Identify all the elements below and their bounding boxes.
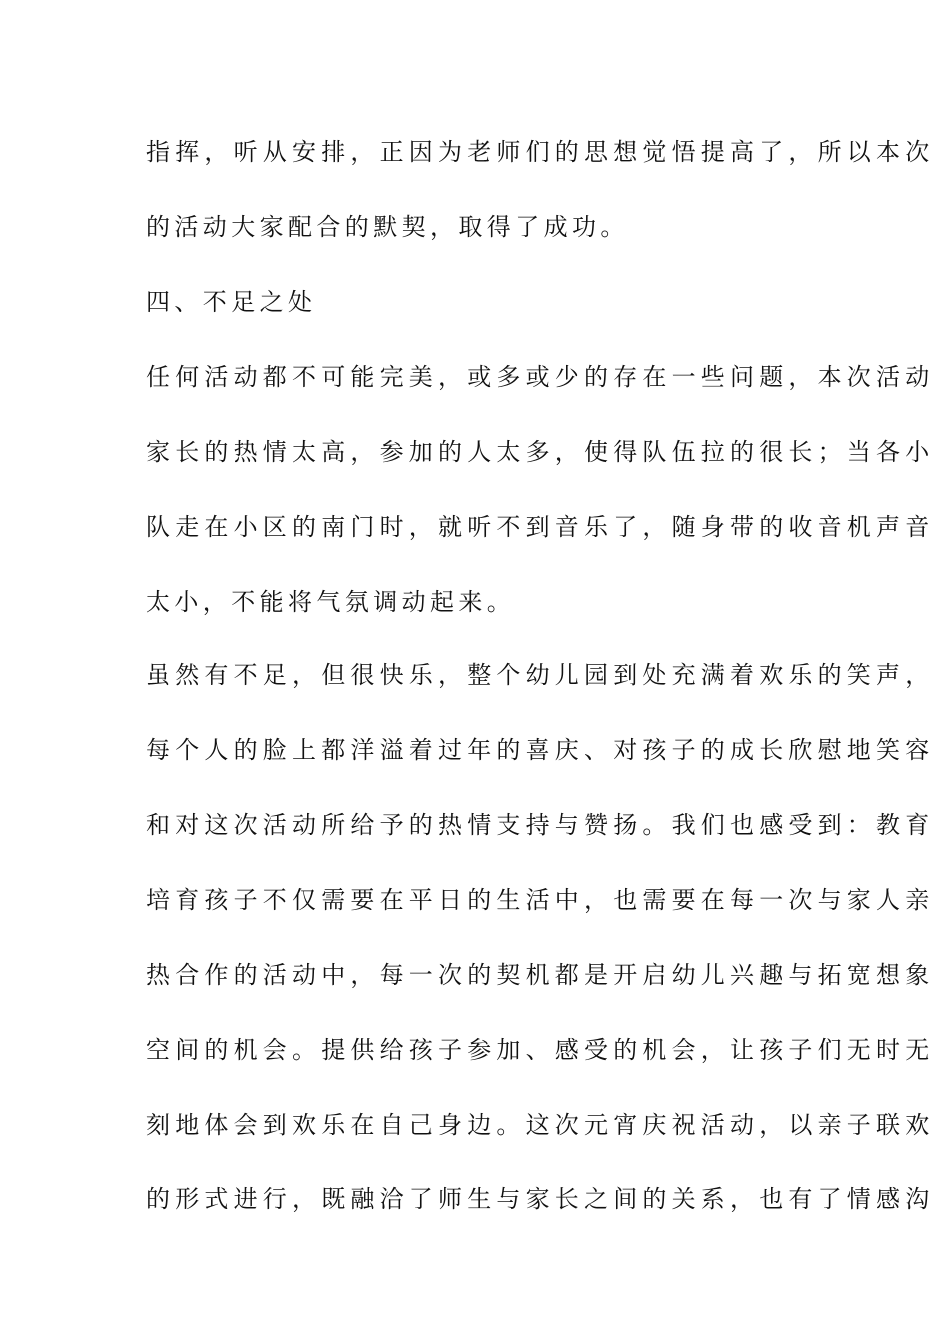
text-line-1: 指挥，听从安排，正因为老师们的思想觉悟提高了，所以本次: [146, 138, 935, 166]
text-line-11: 热合作的活动中，每一次的契机都是开启幼儿兴趣与拓宽想象: [146, 961, 935, 989]
text-line-12: 空间的机会。提供给孩子参加、感受的机会，让孩子们无时无: [146, 1036, 935, 1064]
section-heading: 四、不足之处: [146, 288, 317, 316]
text-line-8: 每个人的脸上都洋溢着过年的喜庆、对孩子的成长欣慰地笑容: [146, 736, 935, 764]
text-line-14: 的形式进行，既融洽了师生与家长之间的关系，也有了情感沟: [146, 1185, 935, 1213]
text-line-7: 虽然有不足，但很快乐，整个幼儿园到处充满着欢乐的笑声，: [146, 661, 935, 689]
text-line-10: 培育孩子不仅需要在平日的生活中，也需要在每一次与家人亲: [146, 886, 935, 914]
text-line-3: 任何活动都不可能完美，或多或少的存在一些问题，本次活动: [146, 363, 935, 391]
text-line-4: 家长的热情太高，参加的人太多，使得队伍拉的很长；当各小: [146, 438, 935, 466]
text-line-13: 刻地体会到欢乐在自己身边。这次元宵庆祝活动，以亲子联欢: [146, 1111, 935, 1139]
text-line-9: 和对这次活动所给予的热情支持与赞扬。我们也感受到：教育: [146, 811, 935, 839]
text-line-5: 队走在小区的南门时，就听不到音乐了，随身带的收音机声音: [146, 513, 935, 541]
text-line-6: 太小，不能将气氛调动起来。: [146, 588, 516, 616]
text-line-2: 的活动大家配合的默契，取得了成功。: [146, 213, 629, 241]
